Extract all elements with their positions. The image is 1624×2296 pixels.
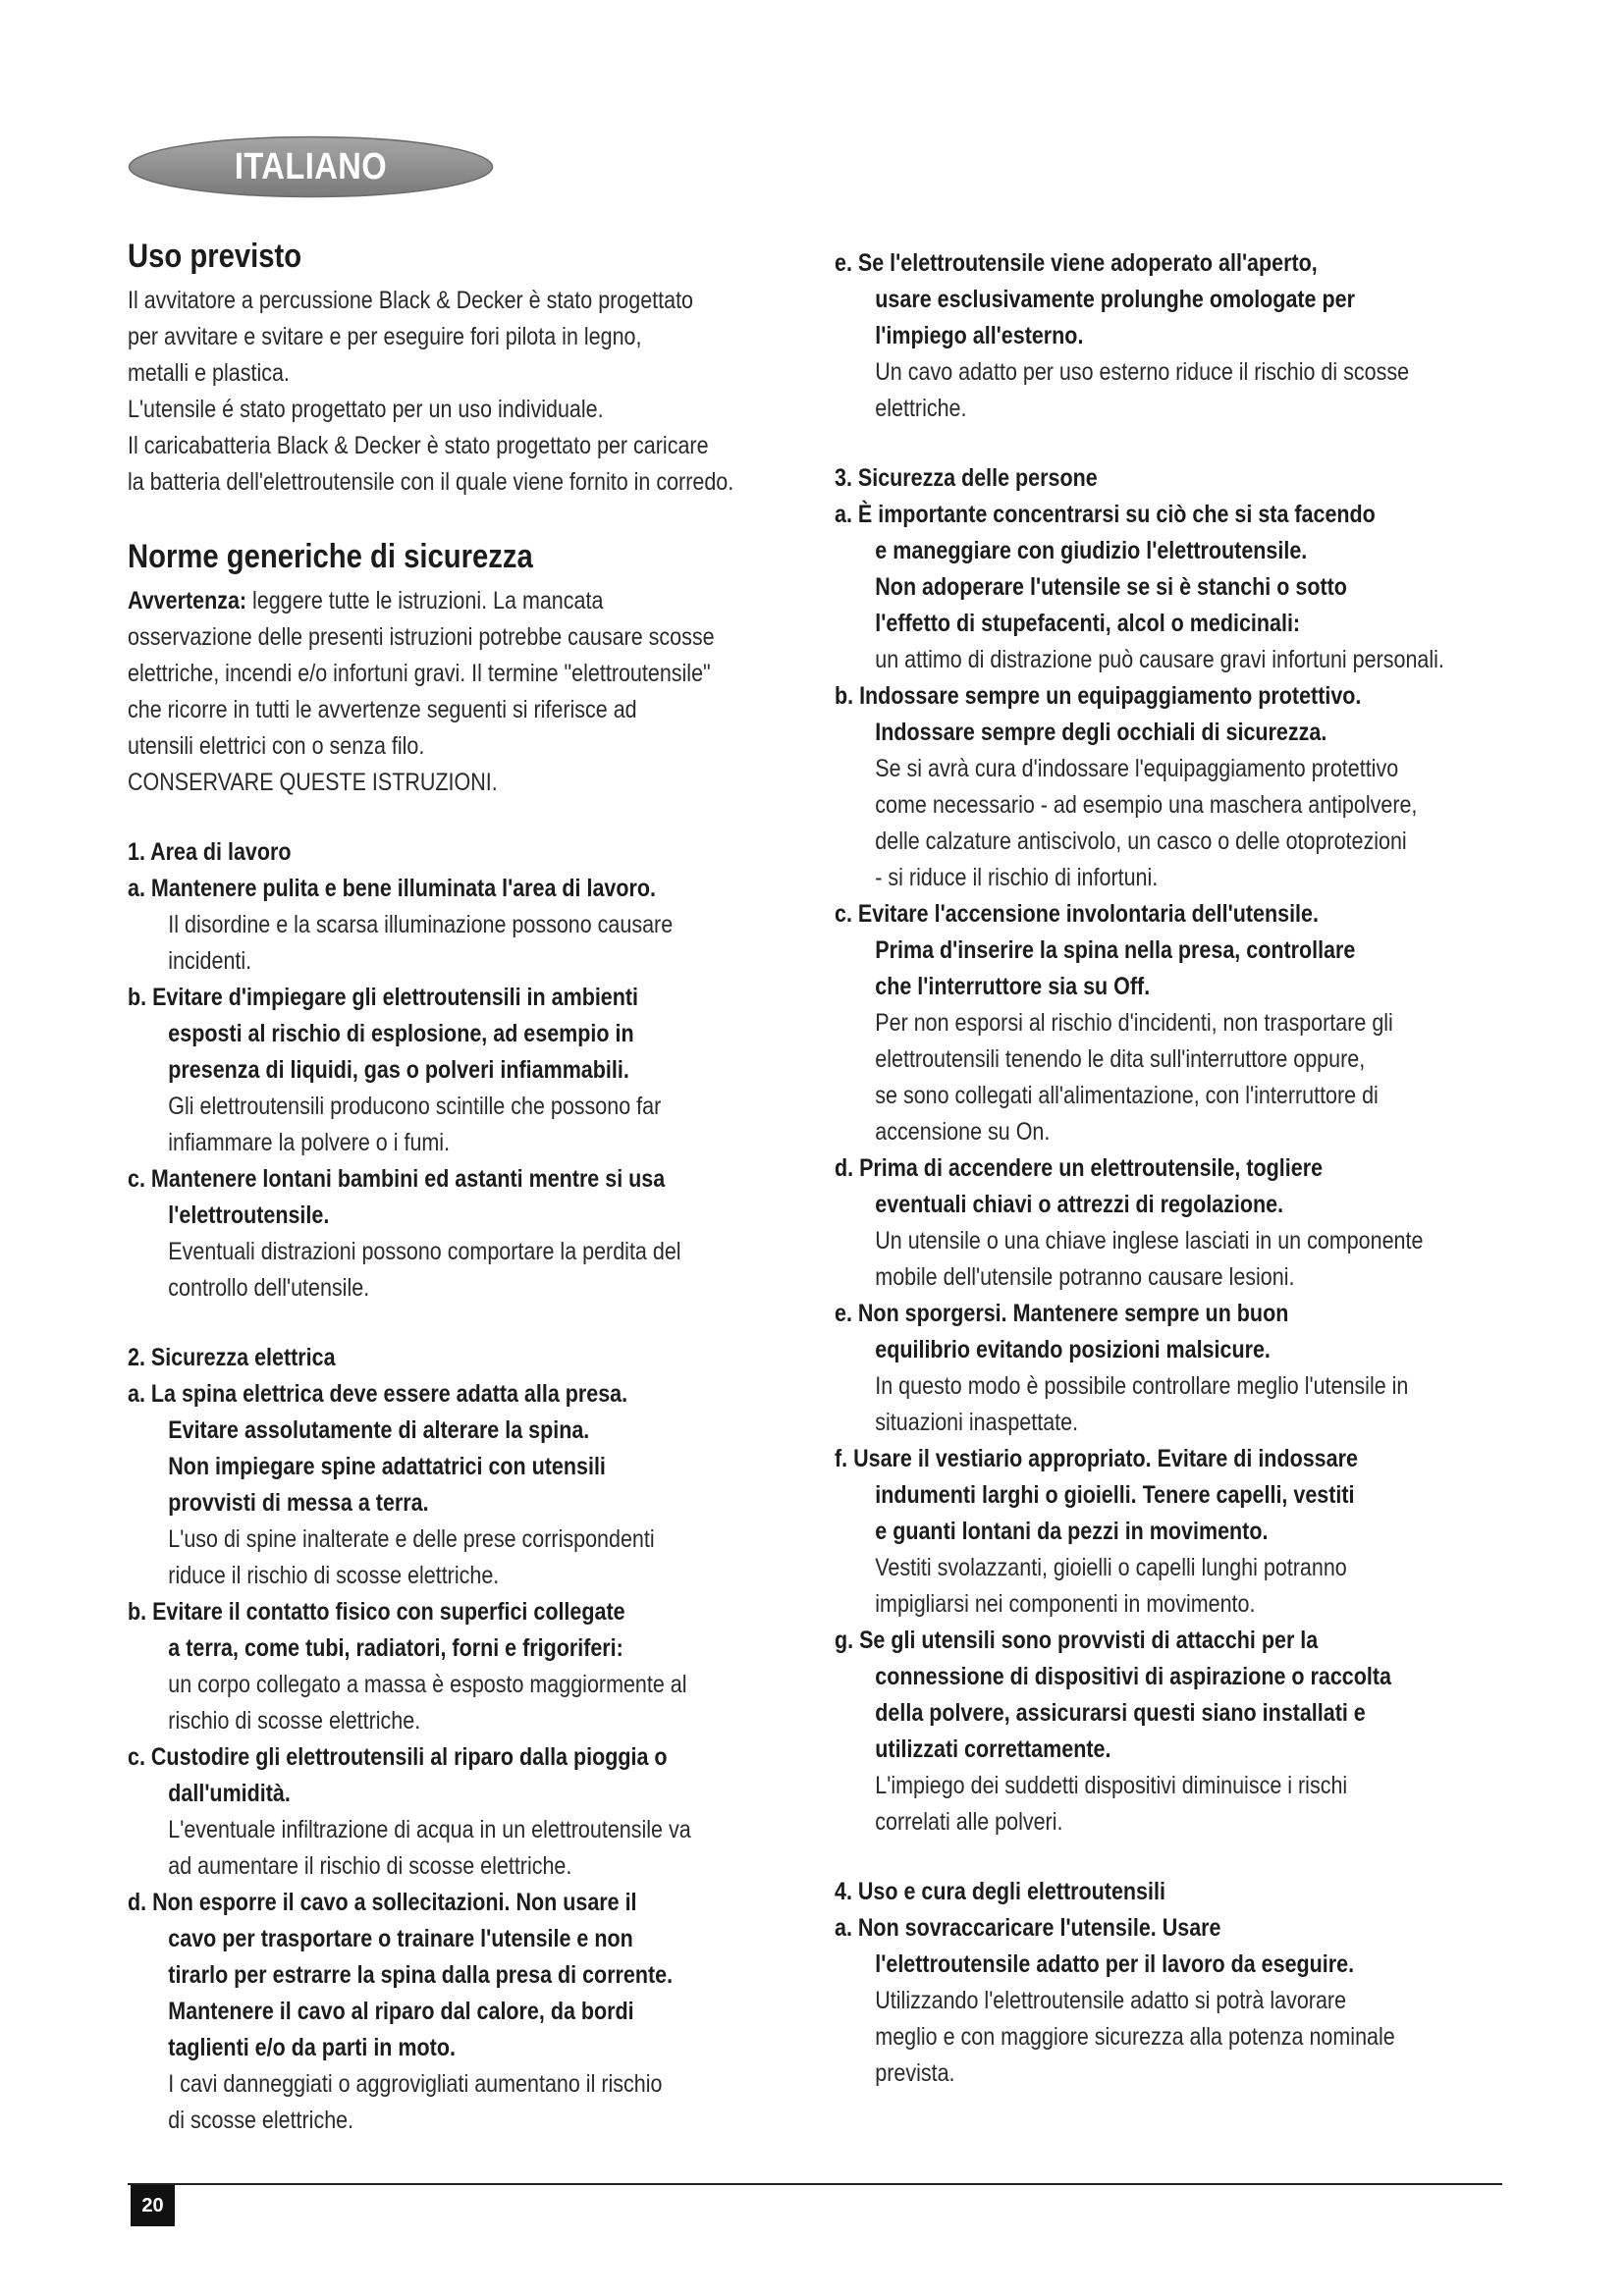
section4-item-a: a. Non sovraccaricare l'utensile. Usare l'elettroutensile adatto per il lavoro da eseguire. Utilizzando l'elettroutensile adatto si potrà lavorare meglio e con maggiore sicurezza alla potenza nominale prevista. xyxy=(835,1914,1395,2087)
section1-item-b: b. Evitare d'impiegare gli elettroutensili in ambienti esposti al rischio di esplosione, ad esempio in presenza di liquidi, gas o polveri infiammabili. Gli elettroutensili producono scintille che possono far infiammare la polvere o i fumi. xyxy=(128,984,662,1156)
section1-item-a: a. Mantenere pulita e bene illuminata l'area di lavoro. Il disordine e la scarsa illuminazione possono causare incidenti. xyxy=(128,875,674,975)
language-badge-label: ITALIANO xyxy=(234,146,388,187)
section-sicurezza-elettrica-heading: 2. Sicurezza elettrica xyxy=(128,1344,336,1371)
section1-item-c: c. Mantenere lontani bambini ed astanti mentre si usa l'elettroutensile. Eventuali distrazioni possono comportare la perdita del controllo dell'utensile. xyxy=(128,1165,681,1302)
section3-item-f: f. Usare il vestiario appropriato. Evitare di indossare indumenti larghi o gioielli. Tenere capelli, vestiti e guanti lontani da pezzi in movimento. Vestiti svolazzanti, gioielli o capelli lunghi potranno impigliarsi nei componenti in movimento. xyxy=(835,1445,1358,1618)
section-uso-cura-heading: 4. Uso e cura degli elettroutensili xyxy=(835,1878,1165,1905)
section-sicurezza-persone-heading: 3. Sicurezza delle persone xyxy=(835,464,1098,492)
section3-item-c: c. Evitare l'accensione involontaria dell'utensile. Prima d'inserire la spina nella presa, controllare che l'interruttore sia su Off. Per non esporsi al rischio d'incidenti, non trasportare gli elettroutensili tenendo le dita sull'interruttore oppure, se sono collegati all'alimentazione, con l'interruttore di accensione su On. xyxy=(835,900,1393,1146)
uso-previsto-heading: Uso previsto xyxy=(128,238,302,275)
section2-item-b: b. Evitare il contatto fisico con superfici collegate a terra, come tubi, radiatori, forni e frigoriferi: un corpo collegato a massa è esposto maggiormente al rischio di scosse elettriche. xyxy=(128,1598,687,1735)
uso-previsto-text: Il avvitatore a percussione Black & Decker è stato progettato per avvitare e svitare e per eseguire fori pilota in legno, metalli e plastica. L'utensile é stato progettato per un uso individuale. Il caricabatteria Black & Decker è stato progettato per caricare la batteria dell'elettroutensile con il quale viene fornito in corredo. xyxy=(128,287,734,496)
right-column xyxy=(835,245,1502,2092)
page-number: 20 xyxy=(131,2185,175,2226)
footer-rule xyxy=(128,2183,1502,2185)
language-badge xyxy=(128,135,494,198)
section2-item-e: e. Se l'elettroutensile viene adoperato all'aperto, usare esclusivamente prolunghe omologate per l'impiego all'esterno. Un cavo adatto per uso esterno riduce il rischio di scosse elettriche. xyxy=(835,249,1410,422)
left-column xyxy=(128,234,795,2139)
avvertenza-label: Avvertenza: xyxy=(128,587,247,614)
section3-item-g: g. Se gli utensili sono provvisti di attacchi per la connessione di dispositivi di aspirazione o raccolta della polvere, assicurarsi questi siano installati e utilizzati correttamente. L'impiego dei suddetti dispositivi diminuisce i rischi correlati alle polveri. xyxy=(835,1627,1391,1836)
norme-sicurezza-heading: Norme generiche di sicurezza xyxy=(128,538,533,575)
section2-item-d: d. Non esporre il cavo a sollecitazioni. Non usare il cavo per trasportare o trainare l'utensile e non tirarlo per estrarre la spina dalla presa di corrente. Mantenere il cavo al riparo dal calore, da bordi taglienti e/o da parti in moto. I cavi danneggiati o aggrovigliati aumentano il rischio di scosse elettriche. xyxy=(128,1889,674,2134)
section2-item-c: c. Custodire gli elettroutensili al riparo dalla pioggia o dall'umidità. L'eventuale infiltrazione di acqua in un elettroutensile va ad aumentare il rischio di scosse elettriche. xyxy=(128,1743,691,1880)
section3-item-d: d. Prima di accendere un elettroutensile, togliere eventuali chiavi o attrezzi di regolazione. Un utensile o una chiave inglese lasciati in un componente mobile dell'utensile potranno causare lesioni. xyxy=(835,1154,1424,1291)
section-area-lavoro-heading: 1. Area di lavoro xyxy=(128,838,292,866)
section3-item-a: a. È importante concentrarsi su ciò che si sta facendo e maneggiare con giudizio l'elettroutensile. Non adoperare l'utensile se si è stanchi o sotto l'effetto di stupefacenti, alcol o medicinali: un attimo di distrazione può causare gravi infortuni personali. xyxy=(835,501,1444,673)
section3-item-b: b. Indossare sempre un equipaggiamento protettivo. Indossare sempre degli occhiali di sicurezza. Se si avrà cura d'indossare l'equipaggiamento protettivo come necessario - ad esempio una maschera antipolvere, delle calzature antiscivolo, un casco o delle otoprotezioni - si riduce il rischio di infortuni. xyxy=(835,682,1418,891)
avvertenza-text: Avvertenza: leggere tutte le istruzioni. La mancata osservazione delle presenti istruzioni potrebbe causare scosse elettriche, incendi e/o infortuni gravi. Il termine "elettroutensile" che ricorre in tutti le avvertenze seguenti si riferisce ad utensili elettrici con o senza filo. CONSERVARE QUESTE ISTRUZIONI. xyxy=(128,587,715,796)
section3-item-e: e. Non sporgersi. Mantenere sempre un buon equilibrio evitando posizioni malsicure. In questo modo è possibile controllare meglio l'utensile in situazioni inaspettate. xyxy=(835,1300,1409,1436)
section2-item-a: a. La spina elettrica deve essere adatta alla presa. Evitare assolutamente di alterare la spina. Non impiegare spine adattatrici con utensili provvisti di messa a terra. L'uso di spine inalterate e delle prese corrispondenti riduce il rischio di scosse elettriche. xyxy=(128,1380,655,1589)
